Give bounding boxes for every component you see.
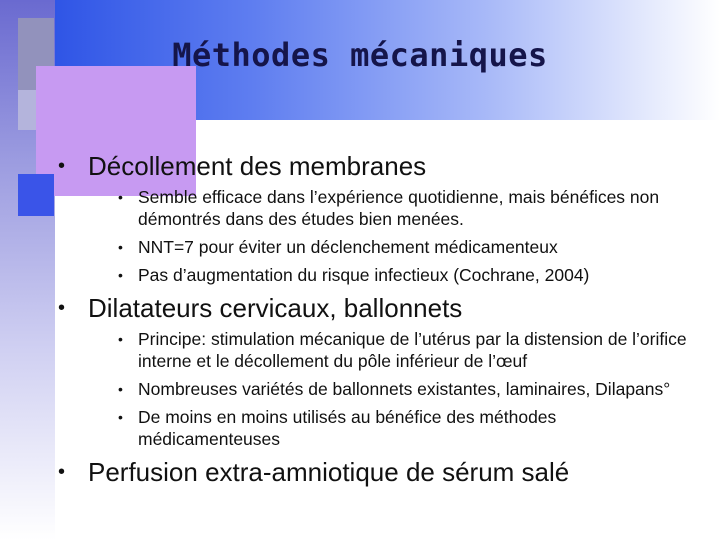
sub-bullet-item	[118, 378, 698, 400]
bullet-icon: •	[118, 189, 123, 205]
sub-bullet-list	[118, 328, 698, 450]
sub-bullet-item	[118, 264, 698, 286]
bullet-icon: •	[118, 239, 123, 255]
section-heading-text: Dilatateurs cervicaux, ballonnets	[88, 293, 463, 323]
section-heading-text: Perfusion extra-amniotique de sérum salé	[88, 457, 570, 487]
sub-bullet-text: Principe: stimulation mécanique de l’utérus par la distension de l’orifice interne et le décollement du pôle inférieur de l’œuf	[138, 329, 687, 371]
section-heading	[58, 292, 698, 324]
section-heading-text: Décollement des membranes	[88, 151, 427, 181]
sub-bullet-item	[118, 186, 698, 230]
sub-bullet-text: Semble efficace dans l’expérience quotidienne, mais bénéfices non démontrés dans des études bien menées.	[138, 187, 660, 229]
slide-body	[58, 150, 698, 488]
sub-bullet-item	[118, 406, 698, 450]
section-heading	[58, 456, 698, 488]
decorative-lightgray-square	[18, 90, 36, 130]
bullet-icon: •	[58, 461, 66, 483]
bullet-icon: •	[118, 331, 123, 347]
sub-bullet-text: Nombreuses variétés de ballonnets existantes, laminaires, Dilapans°	[138, 379, 671, 399]
decorative-blue-square	[18, 174, 54, 216]
bullet-icon: •	[118, 409, 123, 425]
slide-title: Méthodes mécaniques	[172, 36, 548, 74]
sub-bullet-text: De moins en moins utilisés au bénéfice des méthodes médicamenteuses	[138, 407, 557, 449]
sub-bullet-item	[118, 236, 698, 258]
sub-bullet-text: Pas d’augmentation du risque infectieux (Cochrane, 2004)	[138, 265, 590, 285]
bullet-icon: •	[58, 155, 66, 177]
sub-bullet-item	[118, 328, 698, 372]
bullet-icon: •	[118, 267, 123, 283]
sub-bullet-list	[118, 186, 698, 286]
section-heading	[58, 150, 698, 182]
bullet-icon: •	[118, 381, 123, 397]
bullet-icon: •	[58, 297, 66, 319]
sub-bullet-text: NNT=7 pour éviter un déclenchement médicamenteux	[138, 237, 558, 257]
